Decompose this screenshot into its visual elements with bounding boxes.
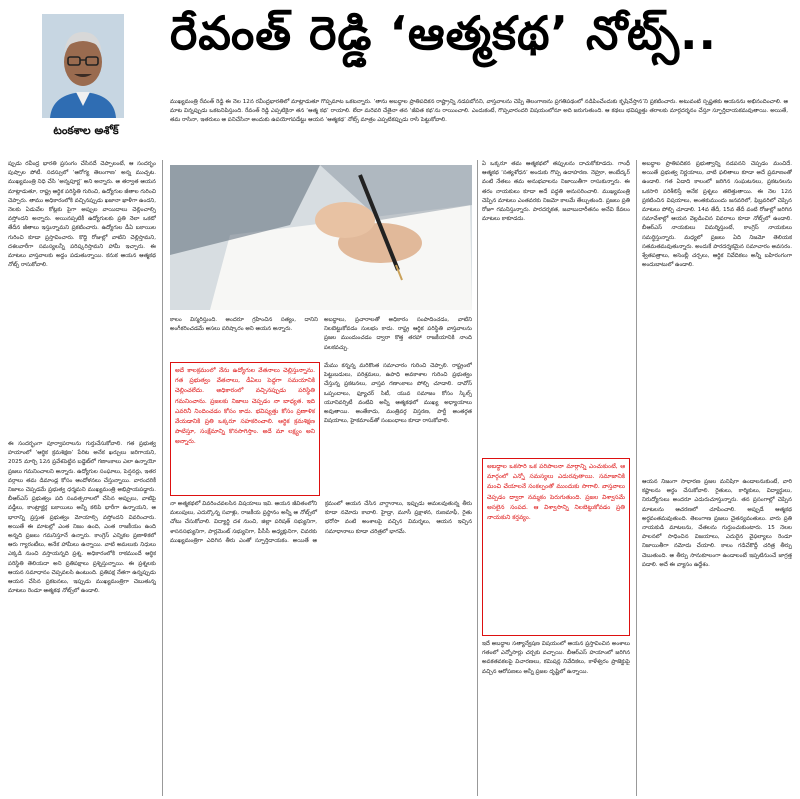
pull-quote-1-text: అదే కాలక్రమంలో నేను ఉద్యోగుల వేతనాలు చెల్లిస్తున్నాను. గత ప్రభుత్వం వేతనాలు, డీఏలు పెద్దగా సమయానికి చెల్లించలేదు. అధికారంలో వచ్చినప్పుడు పరిస్థితి గమనించాను. ప్రజలకు నిజాలు చెప్పడం నా బాధ్యత. ఇది ఎవరినీ నిందించడం కోసం కాదు. భవిష్యత్తు కోసం ప్రణాళిక వేయడానికి ప్రతి ఒక్కరూ సహకరించాలి. ఆర్థిక క్రమశిక్షణ పాటిస్తూ, సంక్షేమాన్ని కొనసాగిస్తాం. అదే మా లక్ష్యం అని అన్నారు. [175, 367, 315, 446]
column-divider [477, 160, 478, 796]
column-divider [162, 160, 163, 796]
column-1-part-2: ఈ సందర్భంగా పూర్వాపరాలను గుర్తుచేసుకోవాలి. గత ప్రభుత్వ హయాంలో ‘ఆర్థిక క్రమశిక్షణ’ పేరిట అనేక ఖర్చులు జరిగాయని, 2025 మార్చి 12న ప్రవేశపెట్టిన బడ్జెట్‌లో గణాంకాలు ఎలా ఉన్నాయో ప్రజలు గమనించాలని అన్నారు. ఉద్యోగుల సంఘాలు, పెన్షనర్లు, ఇతర వర్గాలు తమ డిమాండ్ల కోసం ఆందోళనలు చేస్తున్నాయి. వారందరికీ నిజాలు చెప్పడమే ప్రభుత్వ ధర్మమని ముఖ్యమంత్రి అభిప్రాయపడ్డారు. బీఆర్ఎస్ ప్రభుత్వం పది సంవత్సరాలలో చేసిన అప్పులు, వాటిపై వడ్డీలు, కాంట్రాక్టర్ల బకాయిలు అన్నీ కలిపి భారీగా ఉన్నాయని, ఆ భారాన్ని ప్రస్తుత ప్రభుత్వం మోయాల్సి వస్తోందని వివరించారు. అయితే ఈ మాటల్లో ఎంత నిజం ఉంది, ఎంత రాజకీయం ఉంది అన్నది ప్రజలు గమనిస్తూనే ఉన్నారు. కాంగ్రెస్ ఎన్నికల ప్రణాళికలో ఆరు గ్యారంటీలు, అనేక హామీలు ఉన్నాయి. వాటి అమలుకు నిధులు ఎక్కడి నుంచి వస్తాయన్నది ప్రశ్న. అధికారంలోకి రాకముందే ఆర్థిక పరిస్థితి తెలియదా అని ప్రతిపక్షాలు ప్రశ్నిస్తున్నాయి. ఈ ప్రశ్నలకు ఆయన సమాధానం చెప్పవలసి ఉంటుంది. ప్రతిపక్ష నేతగా ఉన్నప్పుడు ఆయన చేసిన ప్రకటనలు, ఇప్పుడు ముఖ్యమంత్రిగా చెబుతున్న మాటలు రెండూ ఆత్మకథ నోట్స్‌లో ఉండాలి. [8, 441, 156, 595]
author-photo [42, 14, 124, 118]
pull-quote-2-text: అబద్ధాల ఒకసారి ఒక పరిపాలనా మార్గాన్ని ఎంచుకుంటే, ఆ మార్గంలో ఎన్నో సమస్యలు ఎదురవుతాయి. సమాజానికి మంచి చేయాలనే సంకల్పంతో ముందుకు సాగాలి. వాస్తవాలు చెప్పడం ద్వారా నమ్మకం పెరుగుతుంది. ప్రజల విశ్వాసమే అసలైన సంపద. ఆ విశ్వాసాన్ని నిలబెట్టుకోవడం ప్రతి నాయకుని కర్తవ్యం. [487, 463, 625, 522]
column-1-part-1: ప్పుడు రవీంద్ర భారతి ప్రసంగం చేసినదే చెప్పాలంటే, ఆ సందర్భం పుష్పాల పోటీ. సదస్సులో ‘ఆరోగ్య తెలంగాణ’ అన్న ముచ్చట. ముఖ్యమంత్రి నిధి చేసి ‘అన్నపూర్ణ’ అని అన్నారు. ఆ తర్వాత ఆయన మాట్లాడుతూ, రాష్ట్ర ఆర్థిక పరిస్థితి గురించి, ఉద్యోగుల జీతాల గురించి చెప్పారు. తాము అధికారంలోకి వచ్చినప్పుడు ఖజానా ఖాళీగా ఉందని, నెలకు ఏడువేల కోట్లకు పైగా అప్పుల వాయిదాలు చెల్లించాల్సి వస్తోందని అన్నారు. అయినప్పటికీ ఉద్యోగులకు ప్రతి నెలా ఒకటో తేదీన జీతాలు ఇస్తున్నామని ప్రకటించారు. ఉద్యోగుల డీఏ బకాయిల గురించి కూడా ప్రస్తావించారు. కొద్ది రోజుల్లో వాటిని చెల్లిస్తామని, దశలవారీగా సమస్యలన్నీ పరిష్కరిస్తామని హామీ ఇచ్చారు. ఈ మాటలు వాస్తవాలకు అద్దం పడుతున్నాయి. కనుక ఆయన ఆత్మకథ నోట్స్ రాసుకోవాలి. [8, 161, 156, 269]
column-4-part-2: ఆయన నిజంగా సాధారణ ప్రజల మనిషిగా ఉండాలనుకుంటే, వారి కష్టాలను అర్థం చేసుకోవాలి. రైతులు, కార్మికులు, విద్యార్థులు, నిరుద్యోగులు అందరూ ఎదురుచూస్తున్నారు. తన ప్రసంగాల్లో చెప్పిన మాటలను ఆచరణలో చూపించాలి. అప్పుడే ఆత్మకథ అర్థవంతమవుతుంది. తెలంగాణ ప్రజలు చైతన్యవంతులు. వారు ప్రతి నాయకుడి మాటలను, చేతలను గుర్తుంచుకుంటారు. 15 నెలల పాలనలో సాధించిన విజయాలు, ఎదురైన వైఫల్యాలు రెండూ నిజాయితీగా నమోదు చేయాలి. కాలం గడిచేకొద్దీ చరిత్ర తీర్పు చెబుతుంది. ఆ తీర్పు సానుకూలంగా ఉండాలంటే ఇప్పటినుంచే జాగ్రత్త పడాలి. అదే ఈ వ్యాసం ఉద్దేశం. [642, 479, 792, 568]
hand-writing-pen-icon [170, 165, 472, 310]
column-3-part-1: మేము కన్నన్న మరికొంత సమాచారం గురించి చెప్పాలి. రాష్ట్రంలో పెట్టుబడులు, పరిశ్రమలు, ఉపాధి అవకాశాల గురించి ప్రభుత్వం చేస్తున్న ప్రకటనలు, వాస్తవ గణాంకాలు పోల్చి చూడాలి. దావోస్ ఒప్పందాలు, ఫ్యూచర్ సిటీ, యువ సమాజం కోసం స్కిల్స్ యూనివర్సిటీ వంటివి అన్నీ ఆత్మకథలో ముఖ్య అధ్యాయాలు అవుతాయి. అంతేకాదు, మంత్రివర్గ విస్తరణ, పార్టీ అంతర్గత విషయాలు, హైకమాండ్‌తో సంబంధాలు కూడా రాసుకోవాలి. [324, 363, 472, 425]
column-2-intro: అబద్ధాలు, ప్రచారాలతో అధికారం సంపాదించడం, వాటిని నిలబెట్టుకోవడం సులభం కాదు. రాష్ట్ర ఆర్థిక పరిస్థితి వాస్తవాలను ప్రజల ముందుంచడం ద్వారా కొత్త తరహా రాజకీయానికి నాంది పలకవచ్చు. [324, 317, 472, 351]
pull-quote-1 [170, 362, 320, 496]
author-portrait-icon [42, 14, 124, 118]
photo-caption: కాలం విస్మరిస్తుంది. అందరూ గ్రహించిన సత్యం, దానిని అంగీకరించడమే అసలు పరిష్కారం అని ఆయన అన్నారు. [170, 317, 318, 333]
column-divider [636, 160, 637, 796]
author-byline: టంకశాల అశోక్ [53, 124, 119, 137]
lede-paragraph: ముఖ్యమంత్రి రేవంత్ రెడ్డి ఈ నెల 12న రవీంద్రభారతిలో మాట్లాడుతూ గొప్పమాట ఒకటన్నారు. ‘తాను అబద్ధాల ప్రాతిపదికన రాష్ట్రాన్ని నడపబోనని, వాస్తవాలను చెప్పి తెలంగాణను ప్రగతిపథంలో నడిపించేందుకు కృషిచేస్తాన’ని ప్రకటించారు. అటువంటి స్పష్టతకు ఆయనను అభినందించాలి. ఆ మాట విన్నప్పుడు ఒకటనిపిస్తుంది. రేవంత్ రెడ్డి ఎప్పటికైనా తన ‘ఆత్మ కథ’ రాయాలి. లేదా మరెవరి చేతైనా తన ‘జీవిత కథ’ను రాయించాలి. ఎందుకంటే, గొప్పవారందరి విషయంలోనూ అది జరుగుతుంది. ఆ కథలు భవిష్యత్తు తరాలకు మార్గదర్శనం చేస్తూ స్ఫూర్తిదాయకమవుతాయి. అయితే, తమ రాసినా, ఇతరులు ఆ పనిచేసినా అందుకు ఉపయోగపడేట్టు ఆయన ‘ఆత్మకథ’ నోట్స్ మాత్రం ఎప్పటికప్పుడు రాసి పెట్టుకోవాలి. [170, 99, 788, 124]
pull-quote-2 [482, 458, 630, 636]
column-3-part-3: ఇదే అబద్ధాల సత్యాన్వేషణ విషయంలో ఆయన ప్రస్తావించిన అంశాలు గతంలో ఎన్నోసార్లు చర్చకు వచ్చాయి. బీఆర్ఎస్ హయాంలో జరిగిన అవకతవకలపై విచారణలు, కమిషన్ల నివేదికలు, కాళేశ్వరం ప్రాజెక్టుపై వచ్చిన ఆరోపణలు అన్నీ ప్రజల దృష్టిలో ఉన్నాయి. [482, 641, 630, 675]
column-3-part-2: ఏ ఒక్కరూ తమ ఆత్మకథలో తప్పులను దాచుకోకూడదు. గాంధీ ఆత్మకథ ‘సత్యశోధన’ అందుకు గొప్ప ఉదాహరణ. నెహ్రూ, అంబేద్కర్ వంటి నేతలు తమ అనుభవాలను నిజాయితీగా రాసుకున్నారు. ఈ తరం నాయకులు కూడా అదే పద్ధతి అనుసరించాలి. ముఖ్యమంత్రి చెప్పిన మాటలు ఎంతవరకు నిజమో కాలమే తేల్చుతుంది. ప్రజలు ప్రతి రోజూ గమనిస్తున్నారు. పారదర్శకత, జవాబుదారీతనం అనేవి కేవలం మాటలు కాకూడదు. [482, 161, 630, 223]
column-4-part-1: అబద్ధాల ప్రాతిపదికన ప్రభుత్వాన్ని నడపనని చెప్పడం మంచిదే. అయితే ప్రభుత్వ నిర్ణయాలు, వాటి ఫలితాలు కూడా అదే ప్రమాణంతో ఉండాలి. గత ఏడాది కాలంలో జరిగిన సంఘటనలు, ప్రకటనలను ఒకసారి పరిశీలిస్తే అనేక ప్రశ్నలు తలెత్తుతాయి. ఈ నెల 12న ప్రకటించిన విషయాలు, అంతకుముందు జనవరిలో, ఫిబ్రవరిలో చెప్పిన మాటలు పోల్చి చూడాలి. 14వ తేదీ, 15వ తేదీ వంటి రోజుల్లో జరిగిన సమావేశాల్లో ఆయన వెల్లడించిన వివరాలు కూడా నోట్స్‌లో ఉండాలి. బీఆర్ఎస్ నాయకులు విమర్శిస్తుంటే, కాంగ్రెస్ నాయకులు సమర్థిస్తున్నారు. మధ్యలో ప్రజలు ఏది నిజమో తెలియక సతమతమవుతున్నారు. అందుకే పారదర్శకమైన సమాచారం అవసరం. శ్వేతపత్రాలు, అసెంబ్లీ చర్చలు, ఆర్థిక నివేదికలు అన్నీ బహిరంగంగా అందుబాటులో ఉండాలి. [642, 161, 792, 269]
article-photo [170, 165, 472, 310]
headline: రేవంత్ రెడ్డి ‘ఆత్మకథ’ నోట్స్.. [170, 6, 717, 60]
column-2-body: నా అత్మకథలో వివరించవలసిన విషయాలు ఇవి. ఆయన జీవితంలోని మలుపులు, ఎదుర్కొన్న సవాళ్లు, రాజకీయ ప్రస్థానం అన్నీ ఆ నోట్స్‌లో చోటు చేసుకోవాలి. విద్యార్థి దశ నుంచి, జిల్లా పరిషత్ సభ్యునిగా, శాసనసభ్యునిగా, పార్లమెంట్ సభ్యునిగా, పీసీసీ అధ్యక్షునిగా, చివరకు ముఖ్యమంత్రిగా ఎదిగిన తీరు ఎంతో స్ఫూర్తిదాయకం. అయితే ఆ క్రమంలో ఆయన చేసిన వాగ్దానాలు, ఇప్పుడు అమలవుతున్న తీరు కూడా నమోదు కావాలి. హైడ్రా, మూసీ ప్రక్షాళన, రుణమాఫీ, రైతు భరోసా వంటి అంశాలపై వచ్చిన విమర్శలు, ఆయన ఇచ్చిన సమాధానాలు కూడా చరిత్రలో భాగమే. [170, 501, 472, 544]
